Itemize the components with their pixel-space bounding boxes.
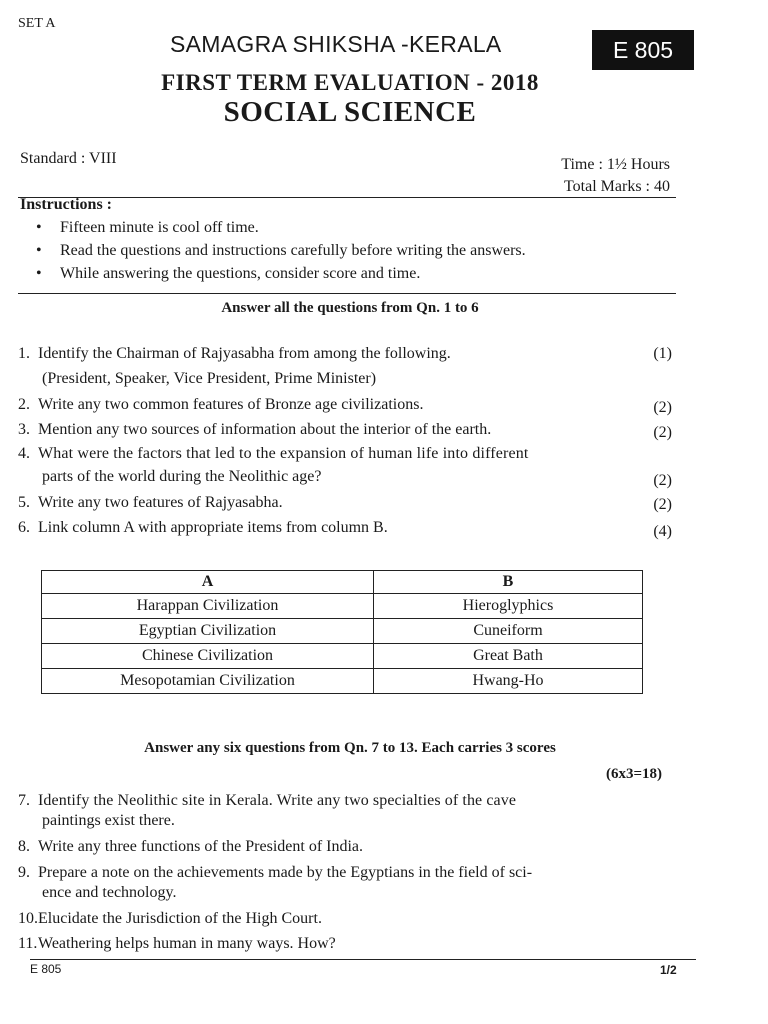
table-row — [42, 644, 643, 669]
column-b-header: B — [374, 571, 643, 594]
table-cell: Egyptian Civilization — [42, 619, 374, 644]
question-number: 8. — [18, 838, 30, 855]
total-marks-label: Total Marks : 40 — [564, 178, 670, 195]
question-number: 4. — [18, 445, 30, 462]
question-text: Link column A with appropriate items from column B. — [38, 519, 388, 536]
table-cell: Harappan Civilization — [42, 594, 374, 619]
exam-title: FIRST TERM EVALUATION - 2018 — [161, 70, 539, 95]
question-number: 9. — [18, 864, 30, 881]
question-marks: (2) — [653, 424, 672, 441]
question-number: 3. — [18, 421, 30, 438]
instructions-heading: Instructions : — [20, 196, 113, 213]
question-number: 2. — [18, 396, 30, 413]
footer-paper-code: E 805 — [30, 962, 62, 976]
question-7-continued — [18, 809, 672, 832]
question-text: Identify the Neolithic site in Kerala. Write any two specialties of the cave — [38, 792, 517, 809]
question-number: 1. — [18, 345, 30, 362]
subject-title: SOCIAL SCIENCE — [223, 96, 477, 128]
table-row — [42, 619, 643, 644]
header-divider — [18, 197, 676, 198]
question-10 — [18, 907, 672, 930]
question-marks: (4) — [653, 523, 672, 540]
question-text: Write any three functions of the President of India. — [38, 838, 364, 855]
question-1 — [18, 342, 672, 365]
question-6 — [18, 516, 672, 539]
question-text: Write any two common features of Bronze age civilizations. — [38, 396, 424, 413]
table-row — [42, 594, 643, 619]
question-4-continued — [18, 465, 672, 488]
question-text: Identify the Chairman of Rajyasabha from among the following. — [38, 345, 451, 362]
question-11 — [18, 932, 672, 955]
section-2-heading: Answer any six questions from Qn. 7 to 13. Each carries 3 scores — [144, 740, 556, 756]
question-marks: (2) — [653, 399, 672, 416]
question-text: Write any two features of Rajyasabha. — [38, 494, 283, 511]
question-text: ence and technology. — [42, 884, 177, 901]
question-text: (President, Speaker, Vice President, Prime Minister) — [42, 370, 377, 387]
paper-code-badge: E 805 — [592, 30, 694, 70]
question-marks: (2) — [653, 496, 672, 513]
page-number: 1/2 — [660, 963, 677, 977]
instruction-item: • Fifteen minute is cool off time. — [36, 216, 526, 239]
set-label: SET A — [18, 16, 56, 31]
match-table — [41, 570, 643, 694]
question-text: Elucidate the Jurisdiction of the High Court. — [38, 910, 322, 927]
table-cell: Cuneiform — [374, 619, 643, 644]
question-2 — [18, 393, 672, 416]
question-number: 7. — [18, 792, 30, 809]
question-text: Weathering helps human in many ways. How? — [38, 935, 336, 952]
instruction-item: • While answering the questions, consider score and time. — [36, 262, 526, 285]
question-marks: (1) — [653, 345, 672, 362]
column-a-header: A — [42, 571, 374, 594]
instruction-item: • Read the questions and instructions carefully before writing the answers. — [36, 239, 526, 262]
question-marks: (2) — [653, 472, 672, 489]
question-3 — [18, 418, 672, 441]
instructions-divider — [18, 293, 676, 294]
time-label: Time : 1½ Hours — [561, 156, 670, 173]
question-9-continued — [18, 881, 672, 904]
section-2-score: (6x3=18) — [605, 766, 662, 782]
question-number: 10. — [18, 910, 38, 927]
question-4 — [18, 442, 672, 465]
question-number: 5. — [18, 494, 30, 511]
table-cell: Hwang-Ho — [374, 669, 643, 694]
question-5 — [18, 491, 672, 514]
question-number: 11. — [18, 935, 38, 952]
table-cell: Mesopotamian Civilization — [42, 669, 374, 694]
table-header-row — [42, 571, 643, 594]
table-cell: Hieroglyphics — [374, 594, 643, 619]
question-1-options — [18, 367, 672, 390]
question-text: Prepare a note on the achievements made by the Egyptians in the field of sci- — [38, 864, 533, 881]
instructions-list — [36, 216, 526, 285]
question-text: What were the factors that led to the expansion of human life into different — [38, 445, 529, 462]
question-text: Mention any two sources of information about the interior of the earth. — [38, 421, 492, 438]
table-cell: Chinese Civilization — [42, 644, 374, 669]
section-1-heading: Answer all the questions from Qn. 1 to 6 — [221, 300, 479, 316]
table-cell: Great Bath — [374, 644, 643, 669]
question-number: 6. — [18, 519, 30, 536]
question-text: paintings exist there. — [42, 812, 175, 829]
table-row — [42, 669, 643, 694]
footer-divider — [30, 959, 696, 960]
organization-title: SAMAGRA SHIKSHA -KERALA — [170, 31, 502, 57]
question-8 — [18, 835, 672, 858]
standard-label: Standard : VIII — [20, 150, 117, 167]
question-text: parts of the world during the Neolithic age? — [42, 468, 322, 485]
